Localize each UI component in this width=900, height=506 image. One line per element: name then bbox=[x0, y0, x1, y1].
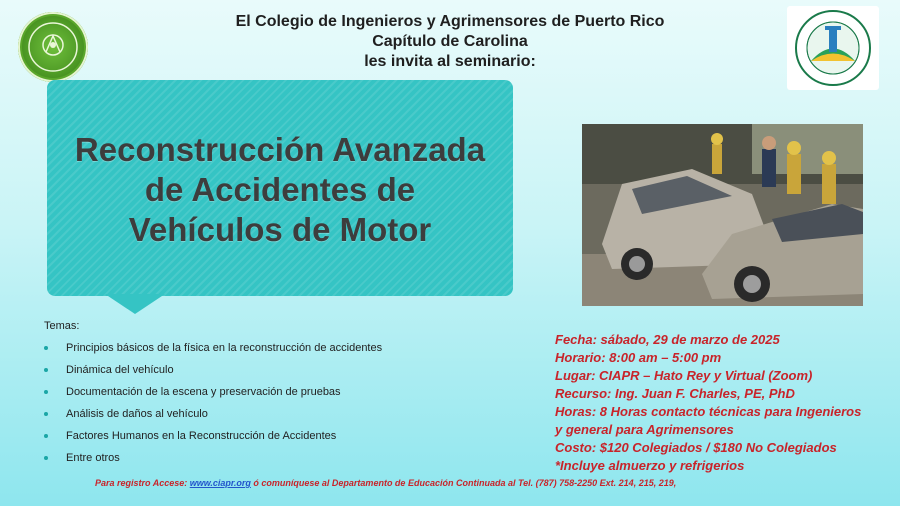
detail-includes: *Incluye almuerzo y refrigerios bbox=[555, 458, 745, 473]
bullet-icon bbox=[44, 390, 48, 394]
accident-photo bbox=[582, 124, 863, 306]
bullet-icon bbox=[44, 412, 48, 416]
temas-list bbox=[44, 341, 382, 473]
tema-text: Documentación de la escena y preservación de pruebas bbox=[66, 386, 341, 398]
bullet-icon bbox=[44, 456, 48, 460]
footer-prefix: Para registro Accese: bbox=[95, 478, 190, 488]
detail-speaker: Recurso: Ing. Juan F. Charles, PE, PhD bbox=[555, 386, 795, 401]
title-callout-tail bbox=[105, 294, 165, 314]
header-line-invitation: les invita al seminario: bbox=[364, 53, 536, 70]
tema-text: Análisis de daños al vehículo bbox=[66, 408, 208, 420]
list-item bbox=[44, 407, 382, 429]
seminar-title bbox=[47, 130, 513, 250]
registration-link[interactable]: www.ciapr.org bbox=[189, 478, 251, 488]
detail-hours: Horas: 8 Horas contacto técnicas para Ingenieros bbox=[555, 404, 862, 419]
ciapr-seal-logo bbox=[18, 12, 88, 82]
detail-hours-continued: y general para Agrimensores bbox=[555, 422, 734, 437]
event-details bbox=[555, 331, 895, 475]
list-item bbox=[44, 363, 382, 385]
list-item bbox=[44, 341, 382, 363]
tema-text: Dinámica del vehículo bbox=[66, 364, 174, 376]
tema-text: Entre otros bbox=[66, 452, 120, 464]
footer-suffix: ó comuníquese al Departamento de Educación Continuada al Tel. (787) 758-2250 Ext. 214, 215, 219, bbox=[250, 478, 677, 488]
registration-footer bbox=[95, 478, 815, 488]
detail-schedule: Horario: 8:00 am – 5:00 pm bbox=[555, 350, 722, 365]
capitulo-carolina-logo bbox=[787, 6, 879, 90]
list-item bbox=[44, 429, 382, 451]
list-item bbox=[44, 385, 382, 407]
bullet-icon bbox=[44, 434, 48, 438]
detail-cost: Costo: $120 Colegiados / $180 No Colegiados bbox=[555, 440, 837, 455]
tema-text: Principios básicos de la física en la reconstrucción de accidentes bbox=[66, 342, 383, 354]
ciapr-seal-icon bbox=[18, 12, 88, 82]
event-header bbox=[180, 12, 720, 72]
seminar-title-line-2: de Accidentes de bbox=[144, 171, 416, 208]
seminar-title-line-3: Vehículos de Motor bbox=[128, 211, 432, 248]
header-line-organization: El Colegio de Ingenieros y Agrimensores de Puerto Rico bbox=[235, 13, 665, 30]
car-crash-photo-icon bbox=[582, 124, 863, 306]
tema-text: Factores Humanos en la Reconstrucción de Accidentes bbox=[66, 430, 337, 442]
seminar-title-line-1: Reconstrucción Avanzada bbox=[74, 131, 486, 168]
bullet-icon bbox=[44, 346, 48, 350]
capitulo-carolina-logo-icon bbox=[787, 6, 879, 90]
header-line-chapter: Capítulo de Carolina bbox=[372, 33, 528, 50]
bullet-icon bbox=[44, 368, 48, 372]
temas-heading: Temas: bbox=[44, 320, 80, 332]
detail-location: Lugar: CIAPR – Hato Rey y Virtual (Zoom) bbox=[555, 368, 813, 383]
list-item bbox=[44, 451, 382, 473]
detail-date: Fecha: sábado, 29 de marzo de 2025 bbox=[555, 332, 780, 347]
